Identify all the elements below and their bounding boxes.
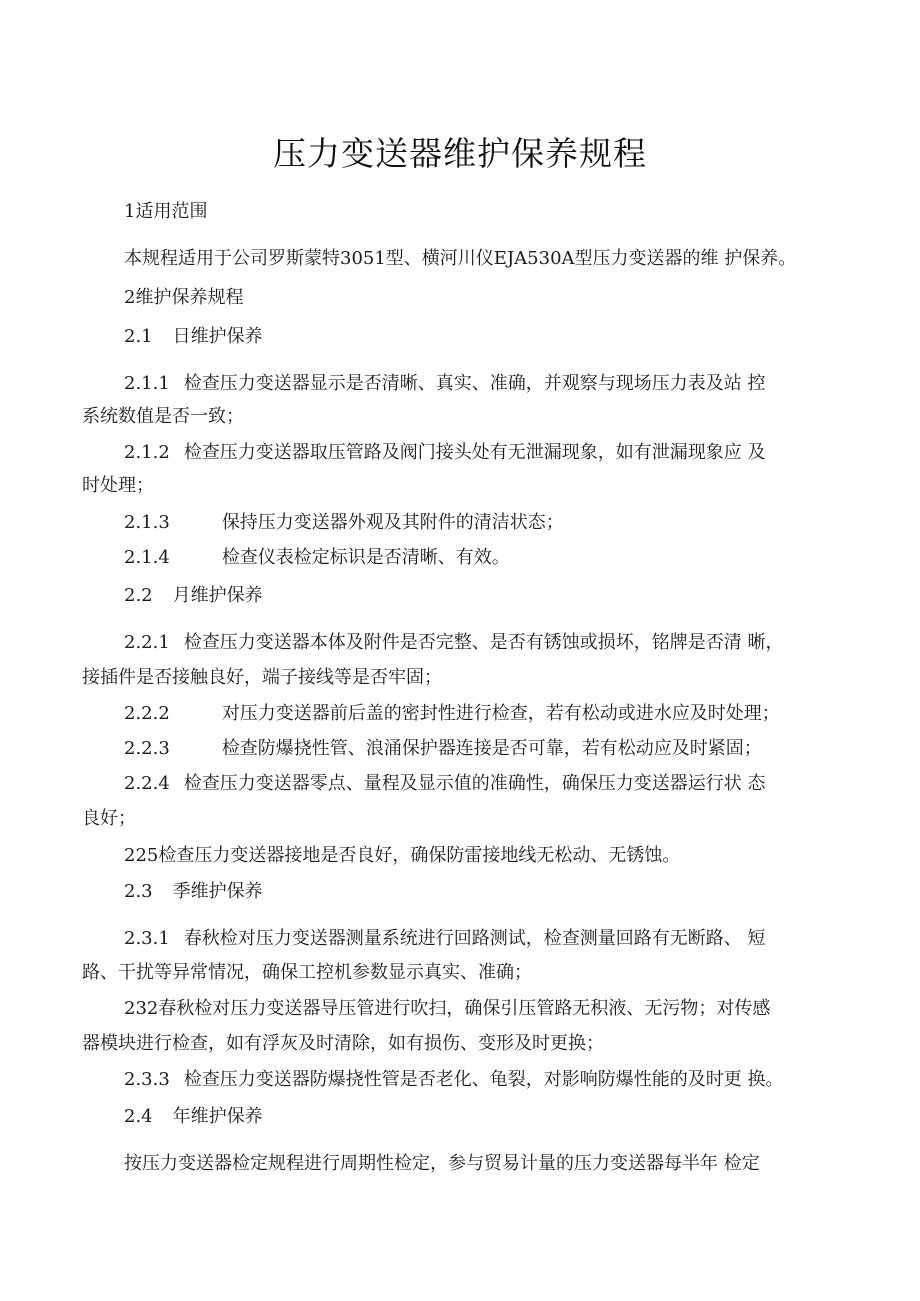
subsection-number: 2.4 — [124, 1106, 153, 1127]
item-2-3-2: 232春秋检对压力变送器导压管进行吹扫，确保引压管路无积液、无污物；对传感 — [124, 998, 771, 1019]
subsection-annual — [124, 1106, 263, 1128]
item-text: 检查压力变送器零点、量程及显示值的准确性，确保压力变送器运行状 态 — [183, 773, 766, 794]
item-number: 2.2.1 — [124, 632, 170, 653]
item-2-1-4 — [124, 547, 510, 569]
item-text: 春秋检对压力变送器测量系统进行回路测试，检查测量回路有无断路、 短 — [183, 928, 766, 949]
item-number: 2.2.2 — [124, 703, 170, 724]
subsection-label: 月维护保养 — [172, 585, 263, 606]
subsection-number: 2.1 — [124, 326, 153, 347]
subsection-daily — [124, 326, 263, 348]
section-heading-scope: 1适用范围 — [124, 201, 208, 222]
item-2-3-1-continuation: 路、干扰等异常情况，确保工控机参数显示真实、准确； — [82, 962, 532, 983]
item-2-1-1 — [124, 373, 766, 395]
item-number: 2.3.3 — [124, 1069, 170, 1090]
subsection-monthly — [124, 585, 263, 607]
item-number: 2.2.3 — [124, 738, 170, 759]
item-2-3-1 — [124, 928, 766, 950]
item-2-2-3 — [124, 738, 762, 760]
section-heading-maintenance: 2维护保养规程 — [124, 287, 244, 308]
subsection-label: 年维护保养 — [172, 1106, 263, 1127]
item-2-2-4 — [124, 773, 766, 795]
item-text: 保持压力变送器外观及其附件的清洁状态； — [221, 512, 564, 533]
item-text: 检查压力变送器本体及附件是否完整、是否有锈蚀或损坏，铭牌是否清 晰， — [183, 632, 784, 653]
page-title: 压力变送器维护保养规程 — [273, 134, 647, 173]
item-number: 2.2.4 — [124, 773, 170, 794]
subsection-label: 季维护保养 — [172, 881, 263, 902]
item-text: 检查仪表检定标识是否清晰、有效。 — [221, 547, 510, 568]
item-number: 2.1.4 — [124, 547, 170, 568]
subsection-number: 2.2 — [124, 585, 153, 606]
item-text: 对压力变送器前后盖的密封性进行检查，若有松动或进水应及时处理； — [221, 703, 780, 724]
item-text: 检查压力变送器取压管路及阀门接头处有无泄漏现象，如有泄漏现象应 及 — [183, 442, 766, 463]
item-2-4-body: 按压力变送器检定规程进行周期性检定，参与贸易计量的压力变送器每半年 检定 — [124, 1153, 760, 1174]
item-2-1-1-continuation: 系统数值是否一致； — [82, 406, 244, 427]
item-2-1-2-continuation: 时处理； — [82, 475, 154, 496]
item-number: 2.1.3 — [124, 512, 170, 533]
item-number: 2.1.2 — [124, 442, 170, 463]
item-2-2-4-continuation: 良好； — [82, 808, 136, 829]
subsection-quarterly — [124, 881, 263, 903]
subsection-number: 2.3 — [124, 881, 153, 902]
item-2-2-5: 225检查压力变送器接地是否良好，确保防雷接地线无松动、无锈蚀。 — [124, 845, 681, 866]
item-text: 检查压力变送器显示是否清晰、真实、准确，并观察与现场压力表及站 控 — [183, 373, 766, 394]
item-number: 2.3.1 — [124, 928, 170, 949]
item-2-1-2 — [124, 442, 766, 464]
paragraph-scope-body: 本规程适用于公司罗斯蒙特3051型、横河川仪EJA530A型压力变送器的维 护保养。 — [124, 248, 797, 269]
item-number: 2.1.1 — [124, 373, 170, 394]
item-2-2-2 — [124, 703, 780, 725]
item-2-3-3 — [124, 1069, 784, 1091]
item-2-1-3 — [124, 512, 564, 534]
item-2-3-2-continuation: 器模块进行检查，如有浮灰及时清除，如有损伤、变形及时更换； — [82, 1033, 604, 1054]
item-2-2-1 — [124, 632, 784, 654]
item-text: 检查防爆挠性管、浪涌保护器连接是否可靠，若有松动应及时紧固； — [221, 738, 762, 759]
item-text: 检查压力变送器防爆挠性管是否老化、龟裂，对影响防爆性能的及时更 换。 — [183, 1069, 784, 1090]
subsection-label: 日维护保养 — [172, 326, 263, 347]
item-2-2-1-continuation: 接插件是否接触良好，端子接线等是否牢固； — [82, 667, 442, 688]
